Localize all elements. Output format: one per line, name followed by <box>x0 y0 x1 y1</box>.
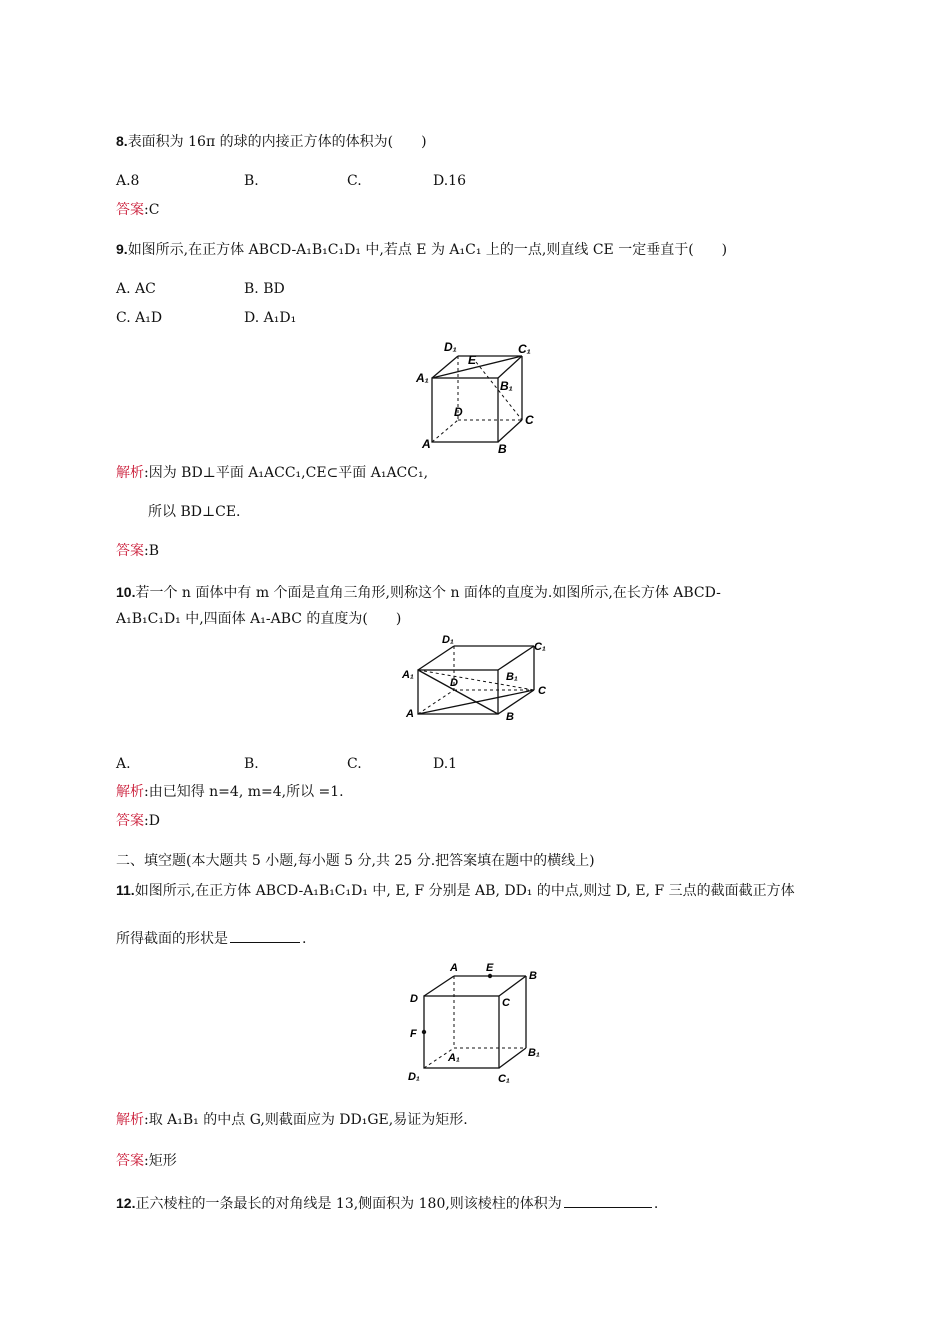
q11-label-b1: B₁ <box>528 1047 540 1059</box>
q10-analysis-text: :由已知得 n=4, m=4,所以 =1. <box>144 784 344 800</box>
q10-label-c1: C₁ <box>534 641 546 653</box>
q9-cube-figure <box>412 336 552 456</box>
q8-option-d: D.16 <box>433 173 466 189</box>
q10-answer-value: :D <box>144 813 160 829</box>
q12-answer-blank <box>564 1193 652 1208</box>
q8-answer-label: 答案 <box>116 202 144 218</box>
q10-option-c: C. <box>347 756 362 772</box>
q11-label-d1: D₁ <box>408 1071 420 1083</box>
q10-option-d: D.1 <box>433 756 458 772</box>
q9-label-a1: A₁ <box>416 371 429 385</box>
q10-label-b1: B₁ <box>506 671 518 683</box>
q11-point-f <box>422 1030 426 1034</box>
q9-label-d1: D₁ <box>444 340 457 354</box>
q8-answer <box>116 200 159 220</box>
q10-number: 10. <box>116 584 136 600</box>
q11-label-a: A <box>450 962 458 974</box>
q12-text: 正六棱柱的一条最长的对角线是 13,侧面积为 180,则该棱柱的体积为 <box>135 1196 562 1212</box>
q11-answer-blank <box>230 928 300 943</box>
q9-option-b: B. BD <box>244 281 285 297</box>
q11-stem-2 <box>116 928 306 949</box>
q8-number: 8. <box>116 133 128 149</box>
q9-analysis-text: :因为 BD⊥平面 A₁ACC₁,CE⊂平面 A₁ACC₁, <box>144 465 429 481</box>
section-heading: 二、填空题(本大题共 5 小题,每小题 5 分,共 25 分.把答案填在题中的横线上) <box>116 853 595 869</box>
q11-analysis-text: :取 A₁B₁ 的中点 G,则截面应为 DD₁GE,易证为矩形. <box>144 1112 468 1128</box>
q10-label-a: A <box>406 708 414 720</box>
q9-label-c: C <box>525 413 534 427</box>
q12-stem <box>116 1193 658 1214</box>
q10-text-1: 若一个 n 面体中有 m 个面是直角三角形,则称这个 n 面体的直度为.如图所示,在长方体 ABCD- <box>135 585 721 601</box>
q9-answer-value: :B <box>144 543 160 559</box>
q11-label-f: F <box>410 1028 417 1040</box>
q8-stem <box>116 131 427 152</box>
q9-label-a: A <box>422 437 431 451</box>
q9-analysis-2: 所以 BD⊥CE. <box>148 504 241 520</box>
q8-option-c: C. <box>347 173 362 189</box>
q11-answer <box>116 1151 177 1171</box>
q11-text-1: 如图所示,在正方体 ABCD-A₁B₁C₁D₁ 中, E, F 分别是 AB, DD₁ 的中点,则过 D, E, F 三点的截面截正方体 <box>134 883 795 899</box>
q10-answer-label: 答案 <box>116 813 144 829</box>
q9-label-c1: C₁ <box>518 342 531 356</box>
q9-analysis-label: 解析 <box>116 465 144 481</box>
q11-number: 11. <box>116 882 135 898</box>
q9-answer-label: 答案 <box>116 543 144 559</box>
q9-number: 9. <box>116 241 128 257</box>
q8-option-a: A.8 <box>116 173 140 189</box>
q8-answer-value: :C <box>144 202 160 218</box>
q10-answer <box>116 811 160 831</box>
q9-label-b: B <box>498 442 507 456</box>
q9-option-d: D. A₁D₁ <box>244 310 297 326</box>
q11-answer-label: 答案 <box>116 1153 144 1169</box>
q10-label-a1: A₁ <box>402 669 414 681</box>
q9-label-e: E <box>468 353 477 367</box>
q9-option-c: C. A₁D <box>116 310 163 326</box>
q11-text-2-end: . <box>302 931 307 947</box>
q11-label-b: B <box>529 970 537 982</box>
q12-text-end: . <box>653 1196 659 1212</box>
q10-label-d1: D₁ <box>442 634 454 646</box>
q11-analysis <box>116 1110 468 1130</box>
q8-option-b: B. <box>244 173 259 189</box>
q10-label-b: B <box>506 711 514 723</box>
q10-stem-1 <box>116 582 721 603</box>
q9-option-a: A. AC <box>116 281 156 297</box>
q9-label-d: D <box>454 405 463 419</box>
q10-analysis <box>116 782 344 802</box>
q11-label-a1: A₁ <box>448 1052 460 1064</box>
q11-stem-1 <box>116 880 795 901</box>
q11-point-e <box>488 974 492 978</box>
q9-analysis <box>116 463 428 483</box>
q9-text: 如图所示,在正方体 ABCD-A₁B₁C₁D₁ 中,若点 E 为 A₁C₁ 上的一点,则直线 CE 一定垂直于( ) <box>127 242 728 258</box>
q10-label-d: D <box>450 677 458 689</box>
q10-option-a: A. <box>116 756 131 772</box>
q8-text: 表面积为 16π 的球的内接正方体的体积为( ) <box>127 134 427 150</box>
q11-analysis-label: 解析 <box>116 1112 144 1128</box>
q11-answer-value: :矩形 <box>144 1153 177 1169</box>
q10-cuboid-figure <box>398 632 558 734</box>
q9-label-b1: B₁ <box>500 379 513 393</box>
q10-analysis-label: 解析 <box>116 784 144 800</box>
q9-answer <box>116 541 159 561</box>
q11-label-c: C <box>502 997 510 1009</box>
q12-number: 12. <box>116 1195 136 1211</box>
q10-label-c: C <box>538 685 546 697</box>
q11-label-d: D <box>410 993 418 1005</box>
q10-stem-2: A₁B₁C₁D₁ 中,四面体 A₁-ABC 的直度为( ) <box>116 611 402 627</box>
q11-label-e: E <box>486 962 494 974</box>
q11-text-2: 所得截面的形状是 <box>116 931 228 947</box>
q11-label-c1: C₁ <box>498 1073 510 1085</box>
q11-cube-figure <box>404 958 554 1088</box>
q9-stem <box>116 239 727 260</box>
q10-option-b: B. <box>244 756 259 772</box>
